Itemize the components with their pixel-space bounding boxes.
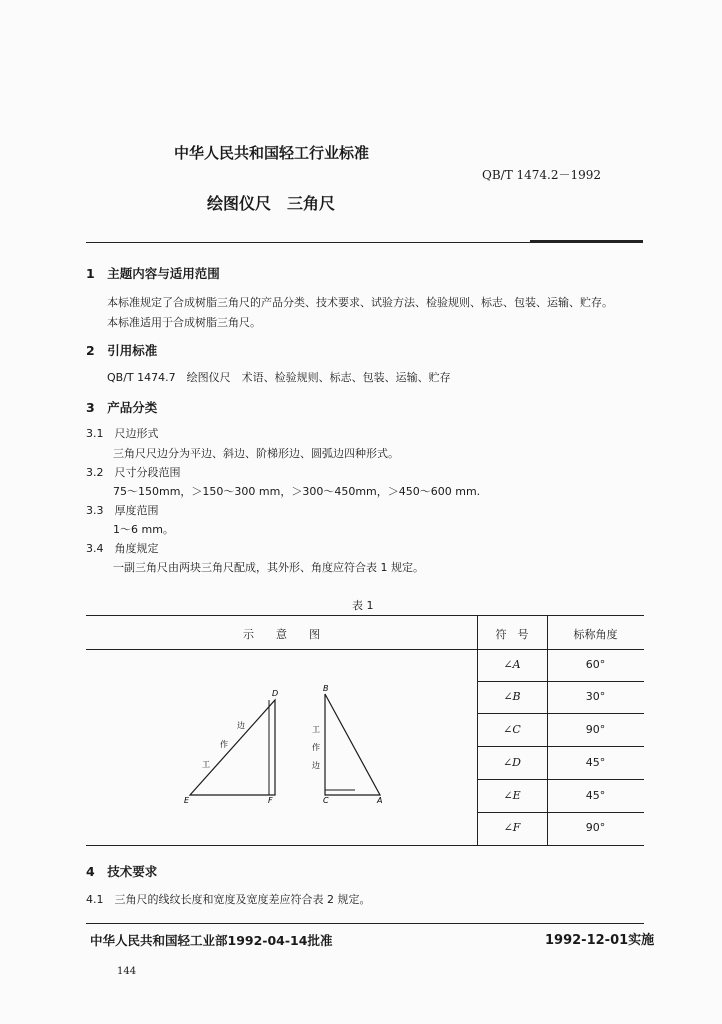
row-rule bbox=[477, 713, 644, 714]
triangle-diagrams bbox=[180, 680, 400, 810]
section-1-para-2: 本标准适用于合成树脂三角尺。 bbox=[107, 316, 261, 329]
section-3-3-heading: 3.3 厚度范围 bbox=[86, 504, 159, 517]
triangle-30-60-outline bbox=[325, 694, 380, 795]
table-row-angle: 60° bbox=[585, 658, 606, 671]
section-1-heading: 1 主题内容与适用范围 bbox=[86, 266, 220, 281]
section-4-1-text: 4.1 三角尺的线纹长度和宽度及宽度差应符合表 2 规定。 bbox=[86, 893, 371, 906]
header-diagram: 示 意 图 bbox=[243, 628, 320, 641]
row-rule bbox=[477, 681, 644, 682]
section-3-heading: 3 产品分类 bbox=[86, 400, 158, 415]
document-title: 绘图仪尺 三角尺 bbox=[207, 194, 336, 213]
label-A: A bbox=[377, 796, 383, 805]
section-3-1-text: 三角尺尺边分为平边、斜边、阶梯形边、圆弧边四种形式。 bbox=[113, 447, 399, 460]
section-3-1-heading: 3.1 尺边形式 bbox=[86, 427, 159, 440]
section-3-4-heading: 3.4 角度规定 bbox=[86, 542, 159, 555]
table-top-rule bbox=[86, 615, 644, 616]
table-row-angle: 45° bbox=[585, 789, 606, 802]
section-3-3-text: 1～6 mm。 bbox=[113, 523, 174, 536]
approval-note: 中华人民共和国轻工业部1992-04-14批准 bbox=[90, 933, 333, 948]
standard-code: QB/T 1474.2－1992 bbox=[482, 168, 602, 182]
table-row-angle: 30° bbox=[585, 690, 606, 703]
section-1-para-1: 本标准规定了合成树脂三角尺的产品分类、技术要求、试验方法、检验规则、标志、包装、运输、贮存。 bbox=[107, 296, 613, 309]
right-work-edge-char: 作 bbox=[312, 743, 320, 752]
left-work-edge-char: 边 bbox=[237, 721, 245, 730]
row-rule bbox=[477, 746, 644, 747]
table-row-symbol: ∠C bbox=[503, 723, 521, 736]
header-angle: 标称角度 bbox=[573, 628, 618, 641]
left-work-edge-char: 工 bbox=[202, 760, 210, 769]
triangle-45-outline bbox=[190, 700, 275, 795]
header-rule bbox=[86, 242, 643, 243]
table-caption: 表 1 bbox=[352, 599, 374, 612]
triangle-45-diagram bbox=[184, 689, 278, 805]
table-row-symbol: ∠B bbox=[503, 690, 521, 703]
section-3-2-text: 75～150mm，＞150～300 mm，＞300～450mm，＞450～600 mm. bbox=[113, 485, 481, 498]
table-header-rule bbox=[86, 649, 644, 650]
row-rule bbox=[477, 812, 644, 813]
left-work-edge-char: 作 bbox=[220, 740, 228, 749]
footer-rule bbox=[86, 923, 644, 924]
table-row-symbol: ∠A bbox=[503, 658, 521, 671]
section-2-heading: 2 引用标准 bbox=[86, 343, 158, 358]
label-F: F bbox=[268, 796, 273, 805]
table-bottom-rule bbox=[86, 845, 644, 846]
org-title: 中华人民共和国轻工行业标准 bbox=[174, 144, 370, 162]
label-D: D bbox=[272, 689, 279, 698]
label-B: B bbox=[323, 684, 329, 693]
label-C: C bbox=[323, 796, 329, 805]
table-row-symbol: ∠E bbox=[503, 789, 521, 802]
header-rule-thick bbox=[530, 240, 643, 242]
section-4-heading: 4 技术要求 bbox=[86, 864, 158, 879]
table-row-symbol: ∠D bbox=[502, 756, 522, 769]
section-2-reference: QB/T 1474.7 绘图仪尺 术语、检验规则、标志、包装、运输、贮存 bbox=[107, 371, 451, 384]
table-row-angle: 90° bbox=[585, 723, 606, 736]
table-row-symbol: ∠F bbox=[503, 821, 521, 834]
row-rule bbox=[477, 779, 644, 780]
right-work-edge-char: 工 bbox=[312, 725, 320, 734]
triangle-30-60-diagram bbox=[312, 684, 382, 805]
table-row-angle: 90° bbox=[585, 821, 606, 834]
header-symbol: 符 号 bbox=[495, 628, 529, 641]
right-work-edge-char: 边 bbox=[312, 761, 320, 770]
section-3-2-heading: 3.2 尺寸分段范围 bbox=[86, 466, 181, 479]
section-3-4-text: 一副三角尺由两块三角尺配成，其外形、角度应符合表 1 规定。 bbox=[113, 561, 424, 574]
table-row-angle: 45° bbox=[585, 756, 606, 769]
implementation-date: 1992-12-01实施 bbox=[545, 933, 655, 948]
label-E: E bbox=[184, 796, 190, 805]
page-number: 144 bbox=[117, 966, 137, 977]
